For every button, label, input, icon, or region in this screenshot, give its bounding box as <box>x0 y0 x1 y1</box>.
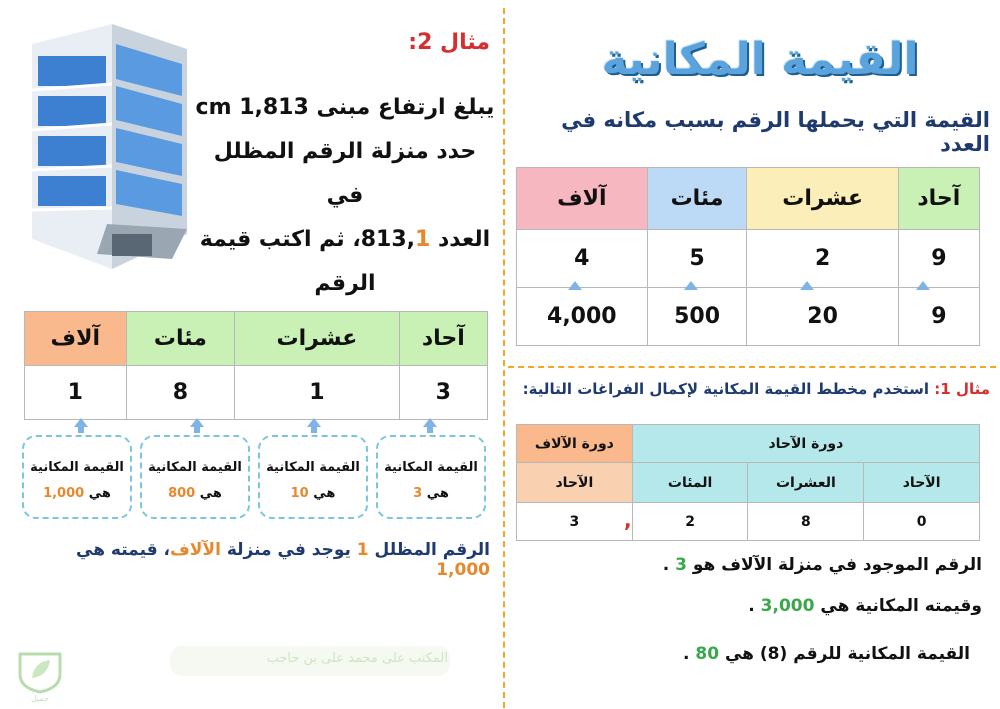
bubble-pre: هي <box>88 486 111 501</box>
bubble-number: 800 <box>168 486 196 501</box>
value-cell: 4,000 <box>517 288 648 346</box>
header-hundreds: مئات <box>126 312 235 366</box>
statement-end: . <box>682 644 690 664</box>
logo-text: جميل <box>30 694 50 703</box>
period-table <box>516 424 980 541</box>
example1-label: مثال 1: <box>934 380 990 398</box>
header-hundreds: مئات <box>647 168 747 230</box>
bubble-label: القيمة المكانية <box>30 460 124 475</box>
period-row <box>517 425 980 463</box>
problem-text: ، ثم اكتب قيمة <box>199 227 361 252</box>
statement-3 <box>500 644 970 664</box>
col-ones: الآحاد <box>864 463 980 503</box>
up-arrow-icon <box>800 281 814 290</box>
conclusion-digit: 1 <box>356 540 369 560</box>
problem-line: الرقم <box>314 271 376 296</box>
table-row <box>517 503 980 541</box>
problem-line: يبلغ ارتفاع مبنى 1,813 cm <box>195 95 495 120</box>
example2-table <box>24 311 488 420</box>
up-arrow-icon <box>307 418 321 433</box>
place-value-bubble-tens <box>258 435 368 519</box>
place-value-bubble-thousands <box>22 435 132 519</box>
digit-cell: 5 <box>647 230 747 288</box>
up-arrow-icon <box>568 281 582 290</box>
example2-problem <box>195 86 495 306</box>
horizontal-divider <box>508 366 996 368</box>
header-ones: آحاد <box>898 168 979 230</box>
conclusion-text: ، قيمته هي <box>76 540 171 560</box>
conclusion-text: الرقم المظلل <box>374 540 490 560</box>
example1-text: استخدم مخطط القيمة المكانية لإكمال الفراغات التالية: <box>522 380 930 398</box>
page-title: القيمة المكانية <box>601 34 919 85</box>
up-arrow-icon <box>684 281 698 290</box>
answer-number: 3 <box>675 555 687 575</box>
header-ones: آحاد <box>399 312 487 366</box>
problem-text: العدد 813, <box>360 227 491 252</box>
digit-cell: 1 <box>235 366 399 420</box>
statement-1 <box>512 555 982 575</box>
example2-conclusion <box>20 540 490 580</box>
header-tens: عشرات <box>235 312 399 366</box>
bubble-pre: هي <box>313 486 336 501</box>
place-value-table <box>516 167 980 346</box>
statement-text: الرقم الموجود في منزلة الآلاف هو <box>692 555 982 575</box>
table-row <box>517 230 980 288</box>
col-thousands-ones: الآحاد <box>517 463 633 503</box>
table-header-row <box>25 312 488 366</box>
bubble-pre: هي <box>199 486 222 501</box>
statement-end: . <box>748 596 755 616</box>
table-row <box>517 288 980 346</box>
definition-subtitle: القيمة التي يحملها الرقم بسبب مكانه في العدد <box>561 108 990 156</box>
bubble-pre: هي <box>426 486 449 501</box>
leaf-logo-icon <box>12 648 68 696</box>
col-tens: العشرات <box>748 463 864 503</box>
digit-cell: 2 <box>747 230 898 288</box>
digit-cell: 3 <box>517 503 633 541</box>
conclusion-text: يوجد في منزلة <box>226 540 351 560</box>
digit-cell: 2 <box>632 503 748 541</box>
bubble-number: 3 <box>413 486 423 501</box>
value-cell: 500 <box>647 288 747 346</box>
up-arrow-icon <box>74 418 88 433</box>
place-value-bubble-hundreds <box>140 435 250 519</box>
up-arrow-icon <box>423 418 437 433</box>
value-cell: 9 <box>898 288 979 346</box>
bubble-value <box>142 481 248 507</box>
example2-label: مثال 2: <box>408 30 490 55</box>
up-arrow-icon <box>190 418 204 433</box>
conclusion-value: 1,000 <box>436 560 490 580</box>
up-arrow-icon <box>916 281 930 290</box>
header-thousands: آلاف <box>25 312 127 366</box>
header-tens: عشرات <box>747 168 898 230</box>
digit-cell: 9 <box>898 230 979 288</box>
answer-number: 3,000 <box>760 596 815 616</box>
bubble-value <box>24 481 130 507</box>
bubble-number: 1,000 <box>43 486 85 501</box>
conclusion-place: الآلاف <box>170 540 221 560</box>
statement-text: القيمة المكانية للرقم (8) هي <box>724 644 970 664</box>
place-value-bubble-ones <box>376 435 486 519</box>
table-header-row <box>517 168 980 230</box>
shaded-digit: 1 <box>415 227 431 252</box>
thousands-separator: , <box>624 508 632 532</box>
table-row <box>25 366 488 420</box>
digit-cell: 1 <box>25 366 127 420</box>
watermark-text: المكتب على محمد على بن حاجب <box>266 651 448 666</box>
answer-number: 80 <box>695 644 720 664</box>
col-hundreds: المئات <box>632 463 748 503</box>
example1-instruction <box>512 380 990 398</box>
problem-line <box>195 218 495 262</box>
statement-end: . <box>662 555 670 575</box>
statement-text: وقيمته المكانية هي <box>820 596 982 616</box>
bubble-number: 10 <box>290 486 309 501</box>
bubble-value <box>378 481 484 507</box>
problem-line: حدد منزلة الرقم المظلل في <box>213 139 477 208</box>
bubble-label: القيمة المكانية <box>266 460 360 475</box>
value-cell: 20 <box>747 288 898 346</box>
bubble-value <box>260 481 366 507</box>
period-thousands: دورة الآلاف <box>517 425 633 463</box>
bubble-label: القيمة المكانية <box>148 460 242 475</box>
digit-cell: 4 <box>517 230 648 288</box>
digit-cell: 8 <box>126 366 235 420</box>
bubble-label: القيمة المكانية <box>384 460 478 475</box>
period-ones: دورة الآحاد <box>632 425 979 463</box>
header-thousands: آلاف <box>517 168 648 230</box>
digit-cell: 3 <box>399 366 487 420</box>
place-row <box>517 463 980 503</box>
building-icon <box>12 24 192 274</box>
digit-cell: 8 <box>748 503 864 541</box>
statement-2 <box>512 596 982 616</box>
digit-cell: 0 <box>864 503 980 541</box>
vertical-divider <box>503 8 505 708</box>
